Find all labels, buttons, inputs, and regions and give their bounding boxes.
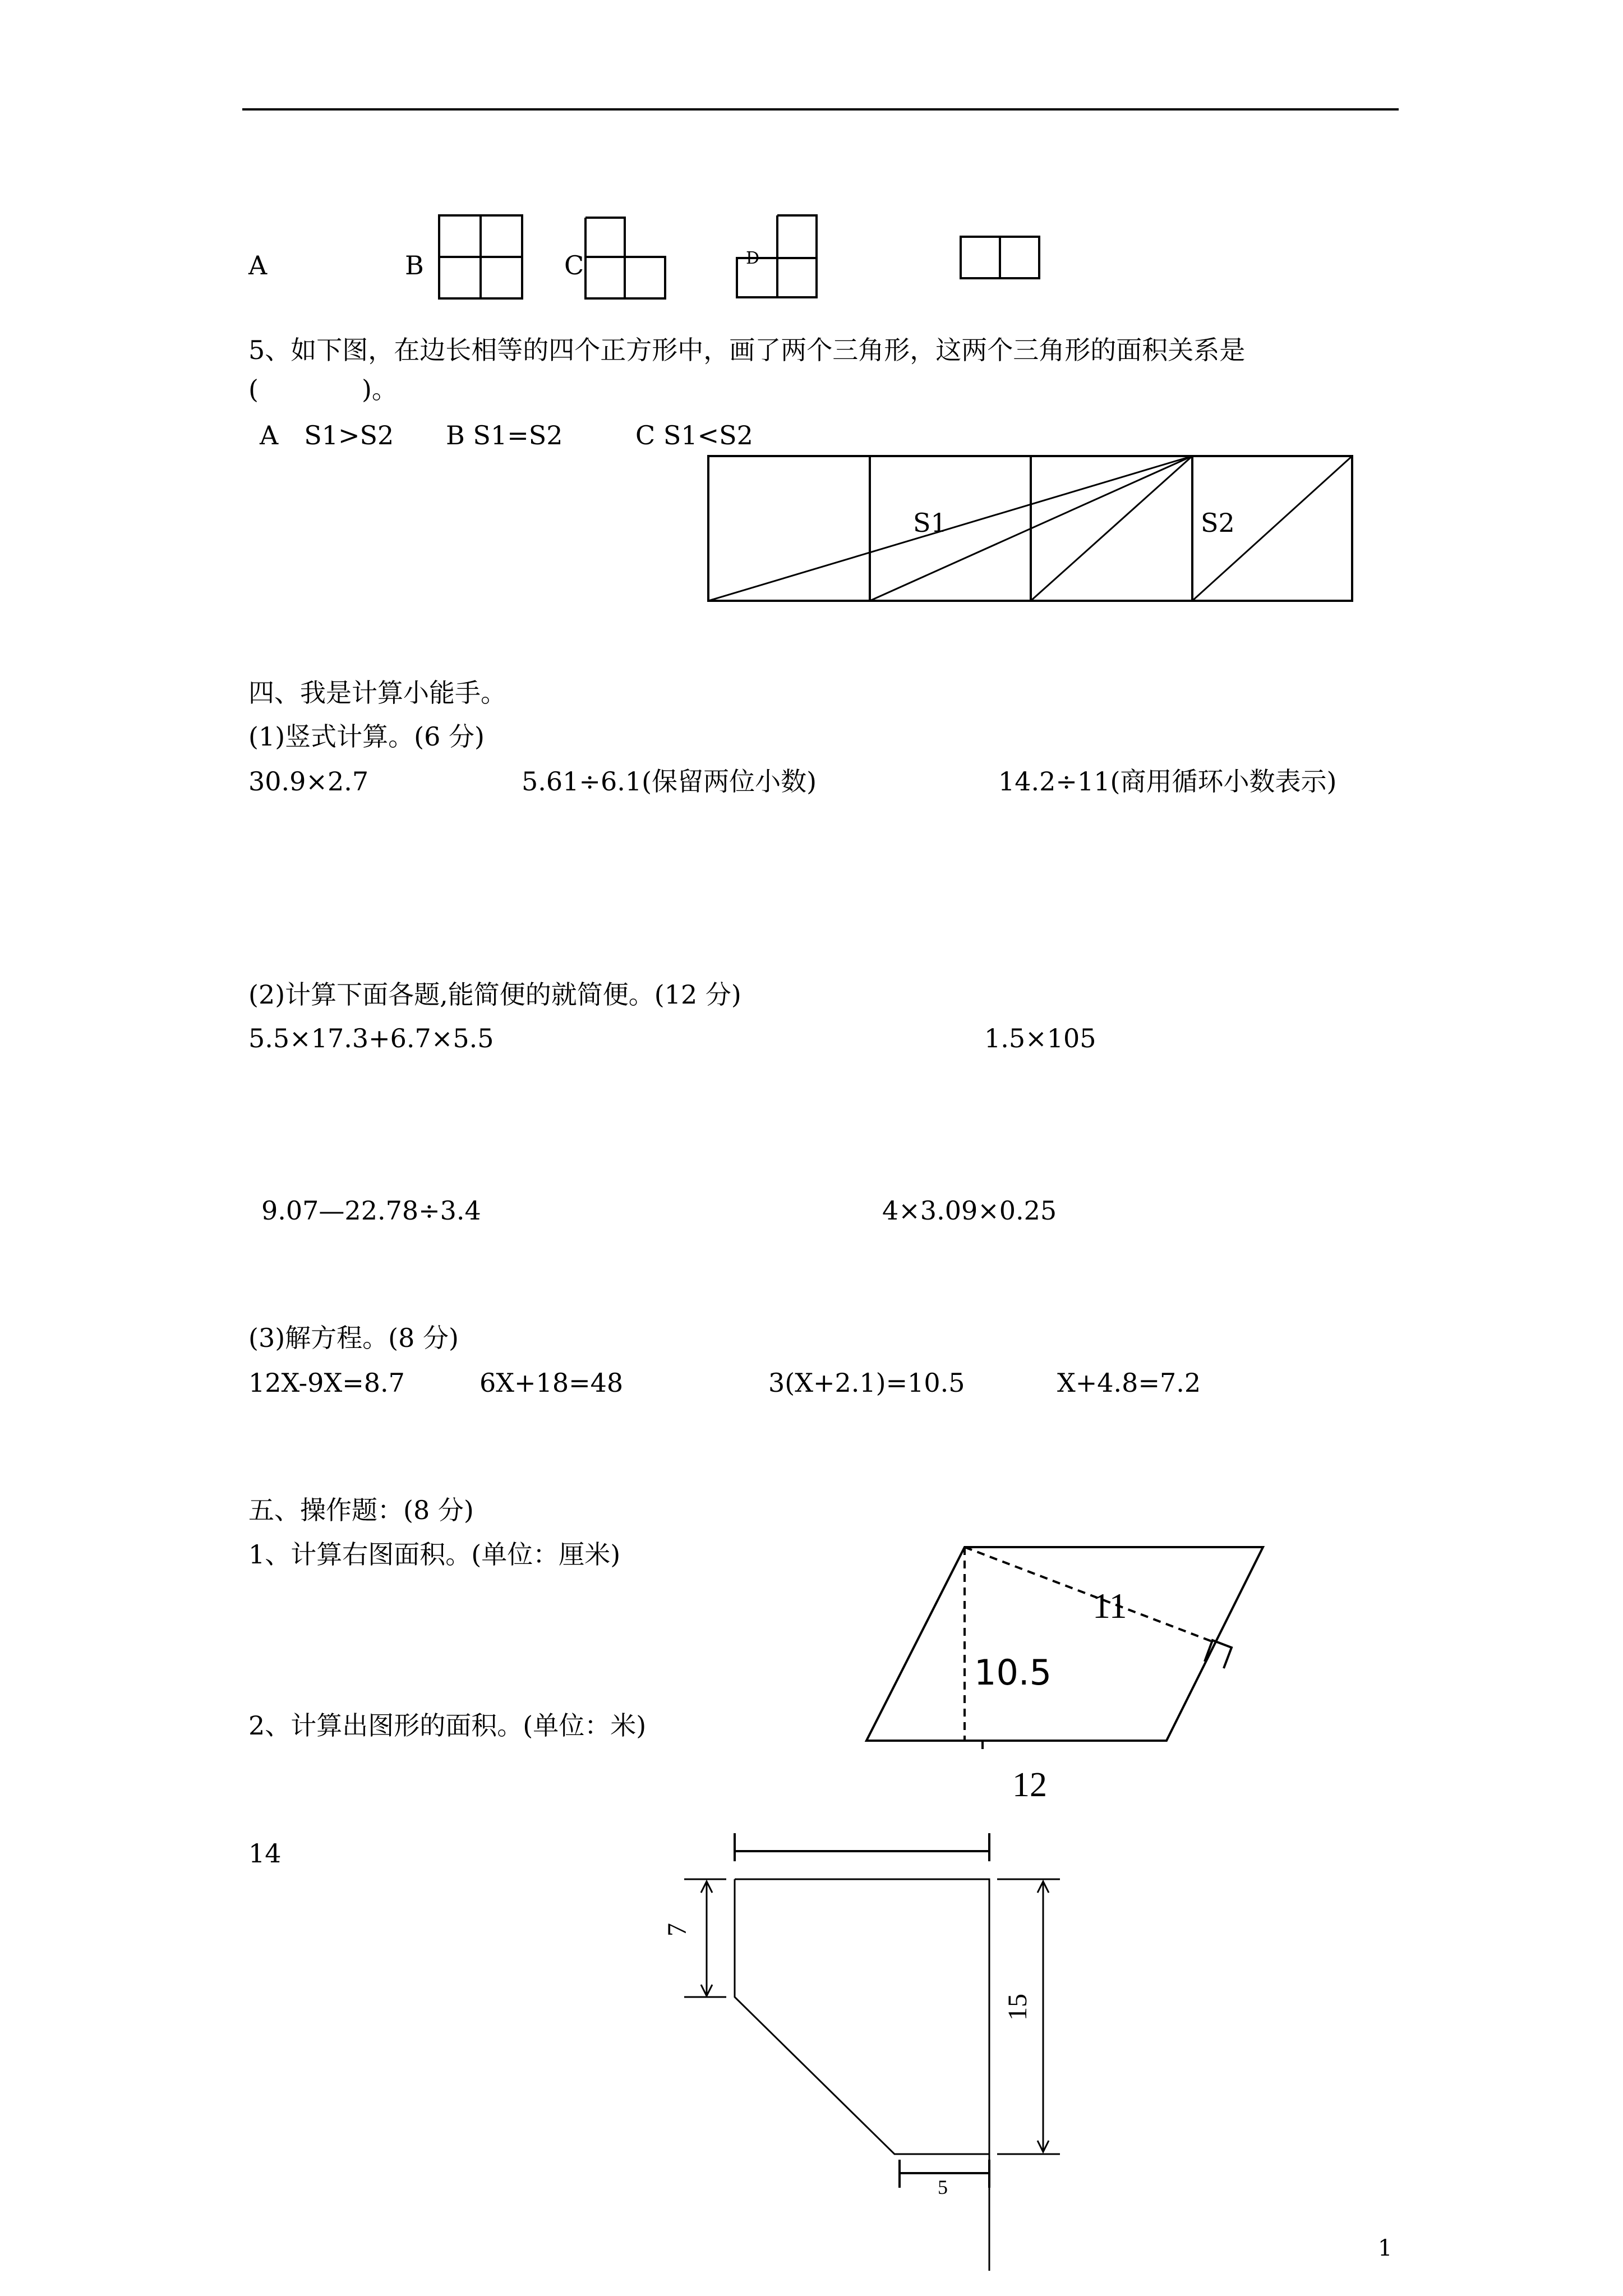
- simplify-item-2: 1.5×105: [984, 1023, 1096, 1053]
- q5-option-b: B S1=S2: [446, 420, 563, 450]
- simplify-item-4: 4×3.09×0.25: [882, 1195, 1057, 1226]
- parallelogram-figure: [858, 1537, 1273, 1750]
- pentagon-bottom-label: 5: [938, 2176, 948, 2198]
- option-b-figure: [437, 213, 527, 303]
- q5-option-c: C S1<S2: [635, 420, 753, 450]
- q5-option-a: A S1>S2: [260, 420, 394, 450]
- q5-question: 5、如下图，在边长相等的四个正方形中，画了两个三角形，这两个三角形的面积关系是: [248, 335, 1246, 365]
- option-a-label: A: [248, 250, 268, 280]
- option-e-figure: [959, 234, 1043, 282]
- page-number: 1: [1378, 2235, 1393, 2261]
- option-c-figure: [583, 213, 673, 303]
- equation-4: X+4.8=7.2: [1057, 1368, 1201, 1398]
- section5-q1: 1、计算右图面积。(单位：厘米): [248, 1539, 621, 1570]
- pentagon-top-label: 14: [248, 1838, 282, 1869]
- option-d-label: D: [746, 249, 760, 268]
- option-b-label: B: [405, 250, 424, 280]
- simplify-item-1: 5.5×17.3+6.7×5.5: [248, 1023, 494, 1053]
- section4-title: 四、我是计算小能手。: [248, 678, 506, 708]
- section4-part2-title: (2)计算下面各题,能简便的就简便。(12 分): [248, 979, 741, 1010]
- pentagon-right-label: 15: [1003, 1994, 1032, 2021]
- s2-label: S2: [1201, 508, 1235, 538]
- section5-title: 五、操作题：(8 分): [248, 1495, 474, 1525]
- calc-item-2: 5.61÷6.1(保留两位小数): [522, 766, 817, 797]
- calc-item-1: 30.9×2.7: [248, 766, 369, 797]
- section4-part1-title: (1)竖式计算。(6 分): [248, 721, 485, 752]
- q5-blank: ( )。: [248, 374, 398, 404]
- calc-item-3: 14.2÷11(商用循环小数表示): [998, 766, 1337, 797]
- header-rule: [242, 108, 1399, 111]
- parallelogram-height-label: 10.5: [974, 1652, 1052, 1693]
- option-d-figure: [735, 213, 824, 303]
- pentagon-left-label: 7: [662, 1923, 692, 1936]
- equation-2: 6X+18=48: [479, 1368, 624, 1398]
- four-squares-figure: [707, 454, 1357, 606]
- section5-q2: 2、计算出图形的面积。(单位：米): [248, 1710, 647, 1741]
- s1-label: S1: [913, 508, 947, 538]
- parallelogram-slant-label: 11: [1092, 1586, 1127, 1626]
- equation-1: 12X-9X=8.7: [248, 1368, 405, 1398]
- simplify-item-3: 9.07—22.78÷3.4: [261, 1195, 481, 1226]
- section4-part3-title: (3)解方程。(8 分): [248, 1323, 459, 1353]
- equation-3: 3(X+2.1)=10.5: [768, 1368, 965, 1398]
- option-c-label: C: [564, 250, 584, 280]
- parallelogram-base-label: 12: [1012, 1766, 1047, 1804]
